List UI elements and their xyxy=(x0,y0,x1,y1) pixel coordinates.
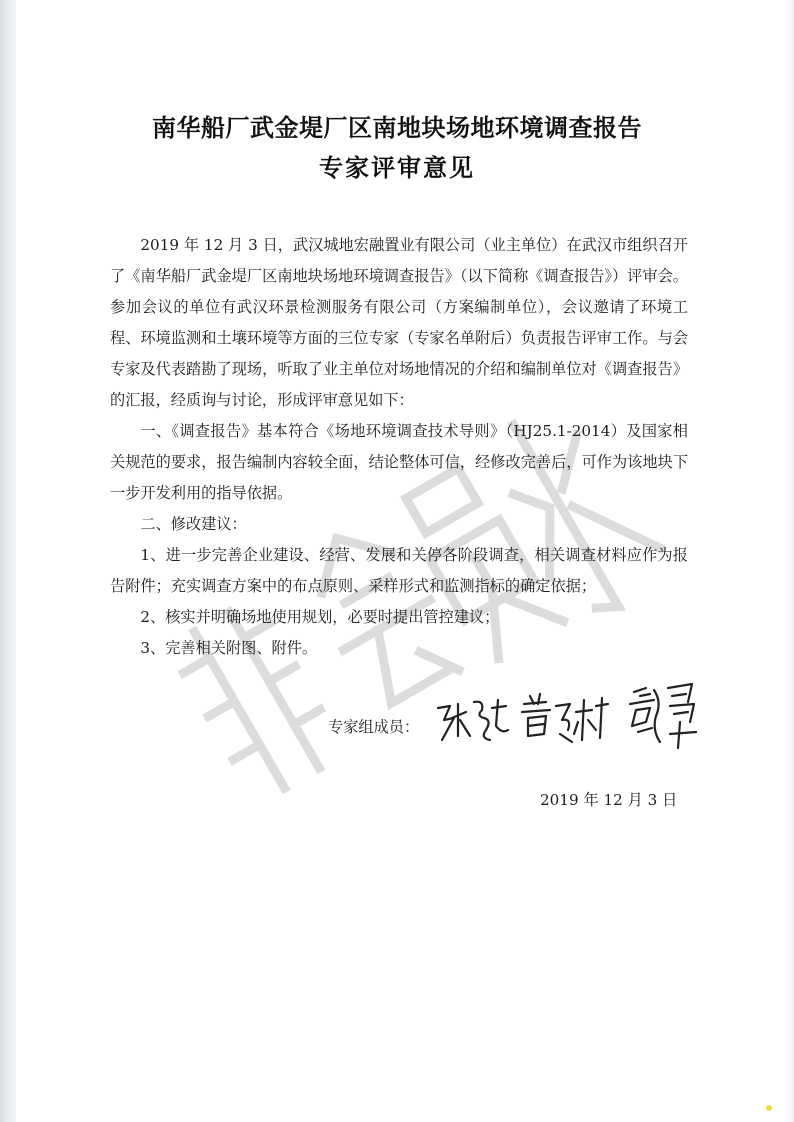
signature-2 xyxy=(516,690,612,752)
paragraph-suggestions-heading: 二、修改建议： xyxy=(140,515,247,533)
document-subtitle: 专家评审意见 xyxy=(319,153,475,182)
paragraph-suggestion-2: 2、核实并明确场地使用规划，必要时提出管控建议； xyxy=(140,608,500,626)
signature-1 xyxy=(432,690,512,752)
signers-label: 专家组成员： xyxy=(328,718,420,736)
paragraph-suggestion-1: 1、进一步完善企业建设、经营、发展和关停各阶段调查，相关调查材料应作为报告附件；充实调查方案中的布点原则、采样形式和监测指标的确定依据； xyxy=(110,546,688,595)
paragraph-suggestion-3: 3、完善相关附图、附件。 xyxy=(140,639,318,657)
scan-mark xyxy=(766,1105,772,1111)
paragraph-conclusion: 一、《调查报告》基本符合《场地环境调查技术导则》（HJ25.1-2014）及国家相关规范的要求，报告编制内容较全面，结论整体可信，经修改完善后，可作为该地块下一步开发利用的指导依据。 xyxy=(110,422,688,502)
signers-block xyxy=(328,690,708,760)
document-body xyxy=(110,230,688,664)
signature-3 xyxy=(624,682,704,754)
document-date: 2019 年 12 月 3 日 xyxy=(540,791,678,809)
document-title: 南华船厂武金堤厂区南地块场地环境调查报告 xyxy=(152,113,642,142)
paragraph-intro: 2019 年 12 月 3 日，武汉城地宏融置业有限公司（业主单位）在武汉市组织召开了《南华船厂武金堤厂区南地块场地环境调查报告》（以下简称《调查报告》）评审会。参加会议的单位有武汉环景检测服务有限公司（方案编制单位），会议邀请了环境工程、环境监测和土壤环境等方面的三位专家（专家名单附后）负责报告评审工作。与会专家及代表踏勘了现场，听取了业主单位对场地情况的介绍和编制单位对《调查报告》的汇报，经质询与讨论，形成评审意见如下： xyxy=(110,236,688,409)
